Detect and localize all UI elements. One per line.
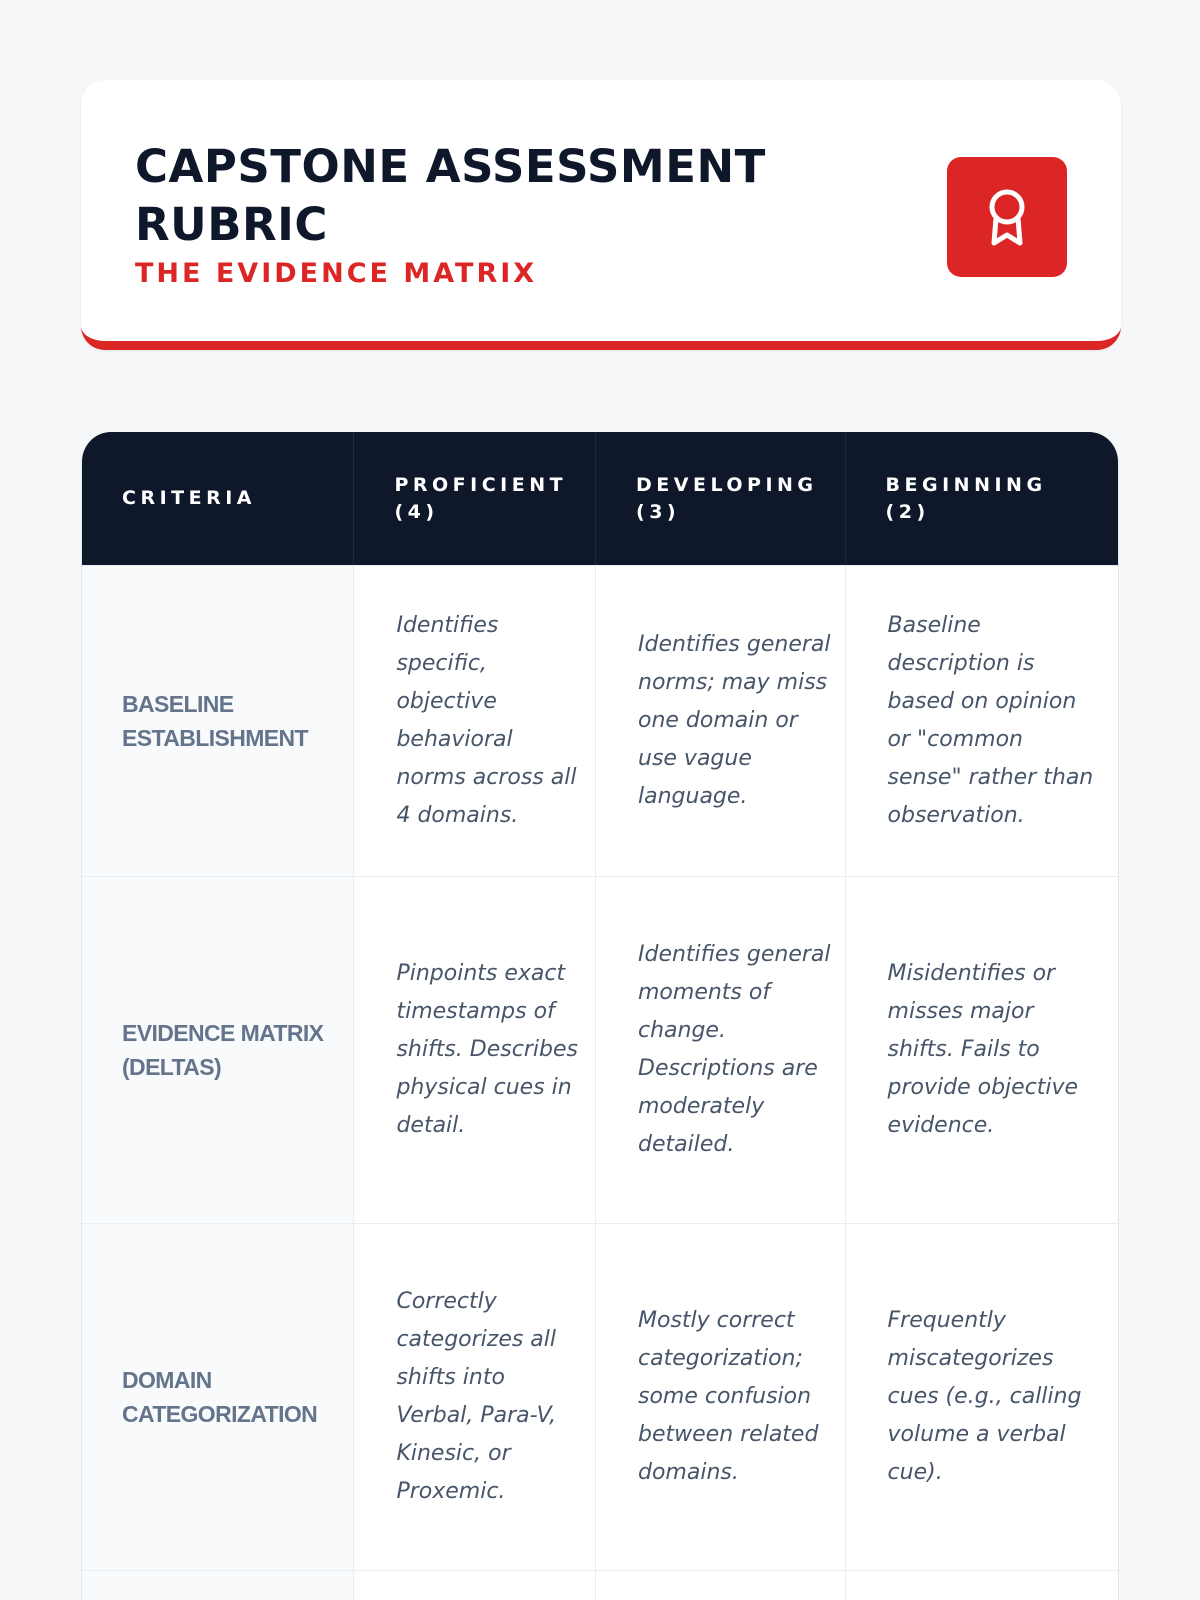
criteria-cell: EVIDENCE MATRIX (DELTAS): [82, 877, 354, 1223]
beginning-cell: Frequently miscategorizes cues (e.g., calling volume a verbal cue).: [846, 1224, 1118, 1570]
column-header-proficient: PROFICIENT (4): [354, 432, 596, 565]
column-header-criteria: CRITERIA: [82, 432, 354, 565]
table-row: [82, 1223, 1118, 1570]
developing-cell: Identifies general norms; may miss one domain or use vague language.: [596, 566, 846, 876]
developing-cell: Mostly correct categorization; some confusion between related domains.: [596, 1224, 846, 1570]
developing-cell: [596, 1571, 846, 1600]
page-title: CAPSTONE ASSESSMENT RUBRIC: [135, 140, 766, 251]
column-header-developing: DEVELOPING (3): [596, 432, 846, 565]
criteria-cell: DOMAIN CATEGORIZATION: [82, 1224, 354, 1570]
proficient-cell: Pinpoints exact timestamps of shifts. Describes physical cues in detail.: [354, 877, 596, 1223]
proficient-cell: [354, 1571, 596, 1600]
column-header-beginning: BEGINNING (2): [885, 473, 1047, 523]
table-row: [82, 1570, 1118, 1600]
developing-cell: Identifies general moments of change. Descriptions are moderately detailed.: [596, 877, 846, 1223]
criteria-cell: [82, 1571, 354, 1600]
page-subtitle: THE EVIDENCE MATRIX: [135, 258, 538, 289]
award-ribbon-icon: [981, 185, 1033, 249]
beginning-cell: Misidentifies or misses major shifts. Fails to provide objective evidence.: [846, 877, 1118, 1223]
table-header: [82, 432, 1118, 565]
beginning-cell: [846, 1571, 1118, 1600]
proficient-cell: Correctly categorizes all shifts into Verbal, Para-V, Kinesic, or Proxemic.: [354, 1224, 596, 1570]
rubric-table: [81, 432, 1119, 1600]
header-card: [81, 80, 1121, 350]
table-row: [82, 565, 1118, 876]
proficient-cell: Identifies specific, objective behavioral norms across all 4 domains.: [354, 566, 596, 876]
beginning-cell: Baseline description is based on opinion or "common sense" rather than observation.: [846, 566, 1118, 876]
table-row: [82, 876, 1118, 1223]
criteria-cell: BASELINE ESTABLISHMENT: [82, 566, 354, 876]
award-badge: [947, 157, 1067, 277]
